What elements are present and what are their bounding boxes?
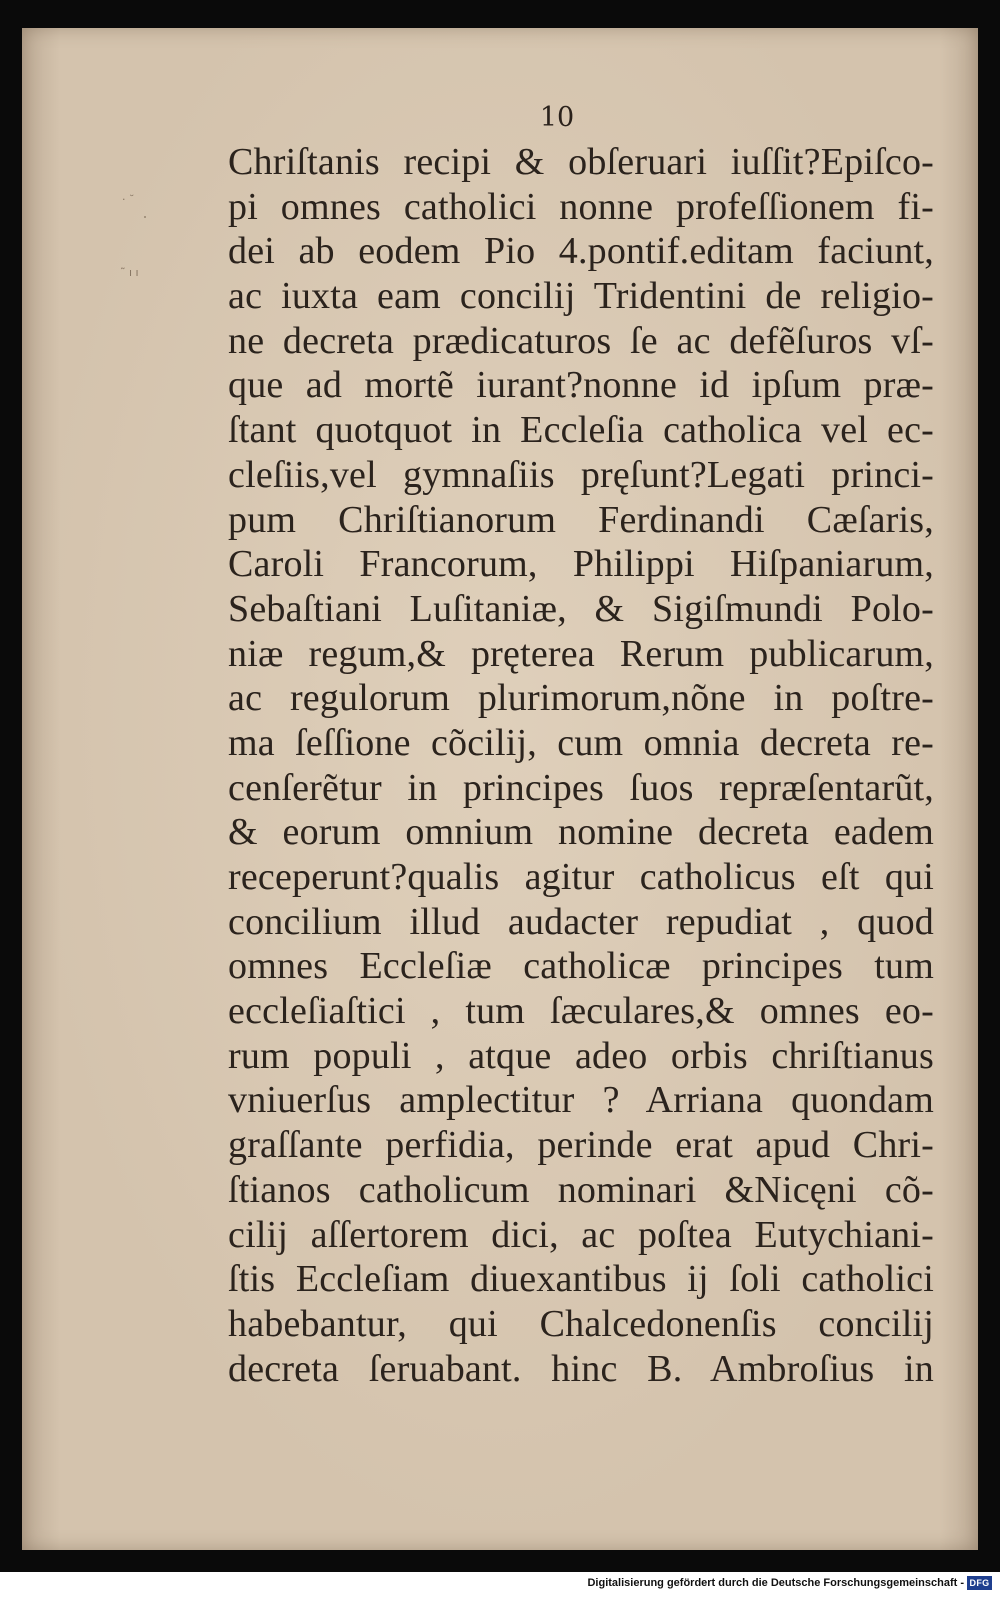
text-line: ac iuxta eam concilij Tridentini de religio-	[228, 275, 934, 318]
text-line: que ad mortẽ iurant?nonne id ipſum præ-	[228, 364, 934, 407]
text-line: Sebaſtiani Luſitaniæ, & Sigiſmundi Polo-	[228, 587, 934, 630]
text-line: concilium illud audacter repudiat , quod	[228, 900, 934, 943]
text-line: ſtianos catholicum nominari &Nicęni cõ-	[228, 1168, 934, 1211]
text-line: cenſerẽtur in principes ſuos repræſentarũt,	[228, 766, 934, 809]
text-line: ſtis Eccleſiam diuexantibus ij ſoli catholici	[228, 1258, 934, 1301]
text-line: pi omnes catholici nonne profeſſionem fi-	[228, 185, 934, 228]
text-line: habebantur, qui Chalcedonenſis concilij	[228, 1302, 934, 1345]
text-line: pum Chriſtianorum Ferdinandi Cæſaris,	[228, 498, 934, 541]
page-number: 10	[539, 102, 575, 133]
text-line: graſſante perfidia, perinde erat apud Chri-	[228, 1124, 934, 1167]
text-line: decreta ſeruabant. hinc B. Ambroſius in	[228, 1347, 934, 1390]
book-page	[22, 28, 978, 1550]
margin-speck	[144, 216, 146, 218]
dfg-logo: DFG	[967, 1576, 992, 1590]
footer-bar	[0, 1572, 1000, 1599]
text-line: rum populi , atque adeo orbis chriſtianus	[228, 1034, 934, 1077]
funding-credit: Digitalisierung gefördert durch die Deutsche Forschungsgemeinschaft -	[587, 1577, 964, 1589]
margin-mark: · ˘	[122, 193, 135, 206]
text-line: vniuerſus amplectitur ? Arriana quondam	[228, 1079, 934, 1122]
text-line: ſtant quotquot in Eccleſia catholica vel ec-	[228, 409, 934, 452]
text-line: ac regulorum plurimorum,nõne in poſtre-	[228, 677, 934, 720]
text-line: dei ab eodem Pio 4.pontif.editam faciunt,	[228, 230, 934, 273]
text-line: cilij aſſertorem dici, ac poſtea Eutychiani-	[228, 1213, 934, 1256]
text-line: & eorum omnium nomine decreta eadem	[228, 811, 934, 854]
text-line: niæ regum,& pręterea Rerum publicarum,	[228, 632, 934, 675]
text-line: receperunt?qualis agitur catholicus eſt qui	[228, 856, 934, 898]
text-line: cleſiis,vel gymnaſiis pręſunt?Legati princi-	[228, 453, 934, 496]
text-line: eccleſiaſtici , tum ſæculares,& omnes eo-	[228, 990, 934, 1033]
text-line: Chriſtanis recipi & obſeruari iuſſit?Epiſco-	[228, 141, 934, 183]
text-line: omnes Eccleſiæ catholicæ principes tum	[228, 945, 934, 988]
text-line: ne decreta prædicaturos ſe ac defẽſuros vſ-	[228, 319, 934, 362]
margin-mark: ˜ ı ı	[120, 266, 139, 279]
text-line: Caroli Francorum, Philippi Hiſpaniarum,	[228, 543, 934, 586]
main-text	[228, 140, 934, 1391]
text-line: ma ſeſſione cõcilij, cum omnia decreta re-	[228, 721, 934, 764]
